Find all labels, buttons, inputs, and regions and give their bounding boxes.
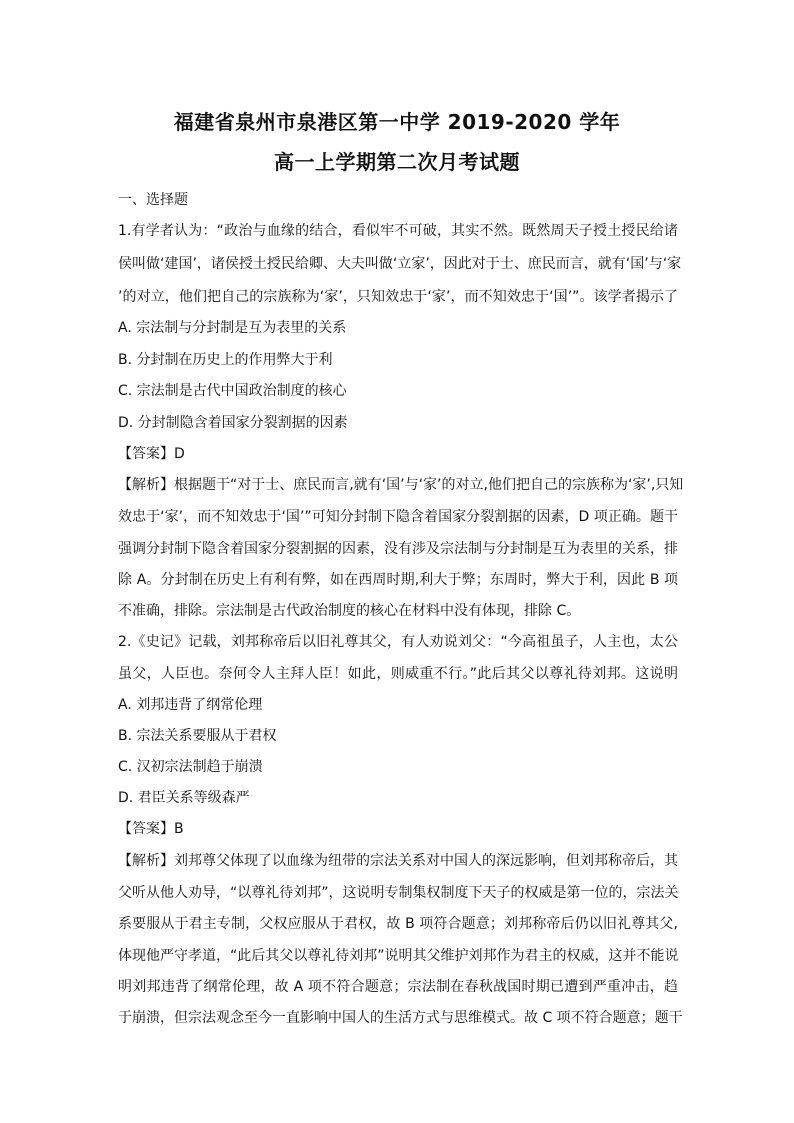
- q1-analysis-line: 【解析】根据题干“对于士、庶民而言,就有‘国’与‘家’的对立,他们把自己的宗族称为‘家’,只知: [118, 477, 684, 493]
- q1-analysis-line: 强调分封制下隐含着国家分裂割据的因素，没有涉及宗法制与分封制是互为表里的关系，排: [118, 541, 678, 557]
- q2-analysis-line: 明刘邦违背了纲常伦理，故 A 项不符合题意；宗法制在春秋战国时期已遭到严重冲击，趋: [118, 979, 678, 995]
- q1-option-b: B. 分封制在历史上的作用弊大于利: [118, 352, 333, 368]
- section-heading: 一、选择题: [118, 192, 188, 208]
- q1-stem-line: ’的对立，他们把自己的宗族称为‘家’，只知效忠于‘家’，而不知效忠于‘国’”。该学者揭示了: [118, 289, 678, 305]
- q2-stem-line: 虽父，人臣也。奈何令人主拜人臣！如此，则威重不行。”此后其父以尊礼待刘邦。这说明: [118, 666, 678, 682]
- q2-analysis-line: 父听从他人劝导，“以尊礼待刘邦”，这说明专制集权制度下天子的权威是第一位的，宗法关: [118, 885, 679, 901]
- q1-analysis-line: 效忠于‘家’，而不知效忠于‘国’”可知分封制下隐含着国家分裂割据的因素，D 项正确。题干: [118, 509, 678, 525]
- q1-option-c: C. 宗法制是古代中国政治制度的核心: [118, 383, 347, 399]
- q2-analysis-line: 【解析】刘邦尊父体现了以血缘为纽带的宗法关系对中国人的深远影响，但刘邦称帝后，其: [118, 853, 678, 869]
- q2-option-d: D. 君臣关系等级森严: [118, 790, 250, 806]
- q2-analysis-line: 于崩溃，但宗法观念至今一直影响中国人的生活方式与思维模式。故 C 项不符合题意；题干: [118, 1010, 683, 1026]
- q1-analysis-line: 不准确，排除。宗法制是古代政治制度的核心在材料中没有体现，排除 C。: [118, 603, 581, 619]
- document-title-line1: 福建省泉州市泉港区第一中学 2019-2020 学年: [173, 110, 621, 134]
- q2-option-b: B. 宗法关系要服从于君权: [118, 728, 277, 744]
- q1-analysis-line: 除 A。分封制在历史上有利有弊，如在西周时期,利大于弊；东周时，弊大于利，因此 B 项: [118, 572, 678, 588]
- q2-option-a: A. 刘邦违背了纲常伦理: [118, 697, 263, 713]
- q2-answer: 【答案】B: [118, 821, 184, 837]
- q2-option-c: C. 汉初宗法制趋于崩溃: [118, 759, 263, 775]
- q2-analysis-line: 系要服从于君主专制，父权应服从于君权，故 B 项符合题意；刘邦称帝后仍以旧礼尊其父,: [118, 916, 678, 932]
- q1-option-d: D. 分封制隐含着国家分裂割据的因素: [118, 415, 348, 431]
- q1-stem-line: 侯叫做‘建国’，诸侯授土授民给卿、大夫叫做‘立家’，因此对于士、庶民而言，就有‘国’与‘家: [118, 256, 682, 272]
- document-title-line2: 高一上学期第二次月考试题: [274, 150, 520, 174]
- q1-stem-line: 1.有学者认为：“政治与血缘的结合，看似牢不可破，其实不然。既然周天子授土授民给诸: [118, 223, 678, 239]
- q1-answer: 【答案】D: [118, 446, 185, 462]
- q1-option-a: A. 宗法制与分封制是互为表里的关系: [118, 320, 347, 336]
- q2-stem-line: 2.《史记》记载，刘邦称帝后以旧礼尊其父，有人劝说刘父：“今高祖虽子，人主也，太公: [118, 634, 678, 650]
- q2-analysis-line: 体现他严守孝道，“此后其父以尊礼待刘邦”说明其父维护刘邦作为君主的权威，这并不能说: [118, 948, 679, 964]
